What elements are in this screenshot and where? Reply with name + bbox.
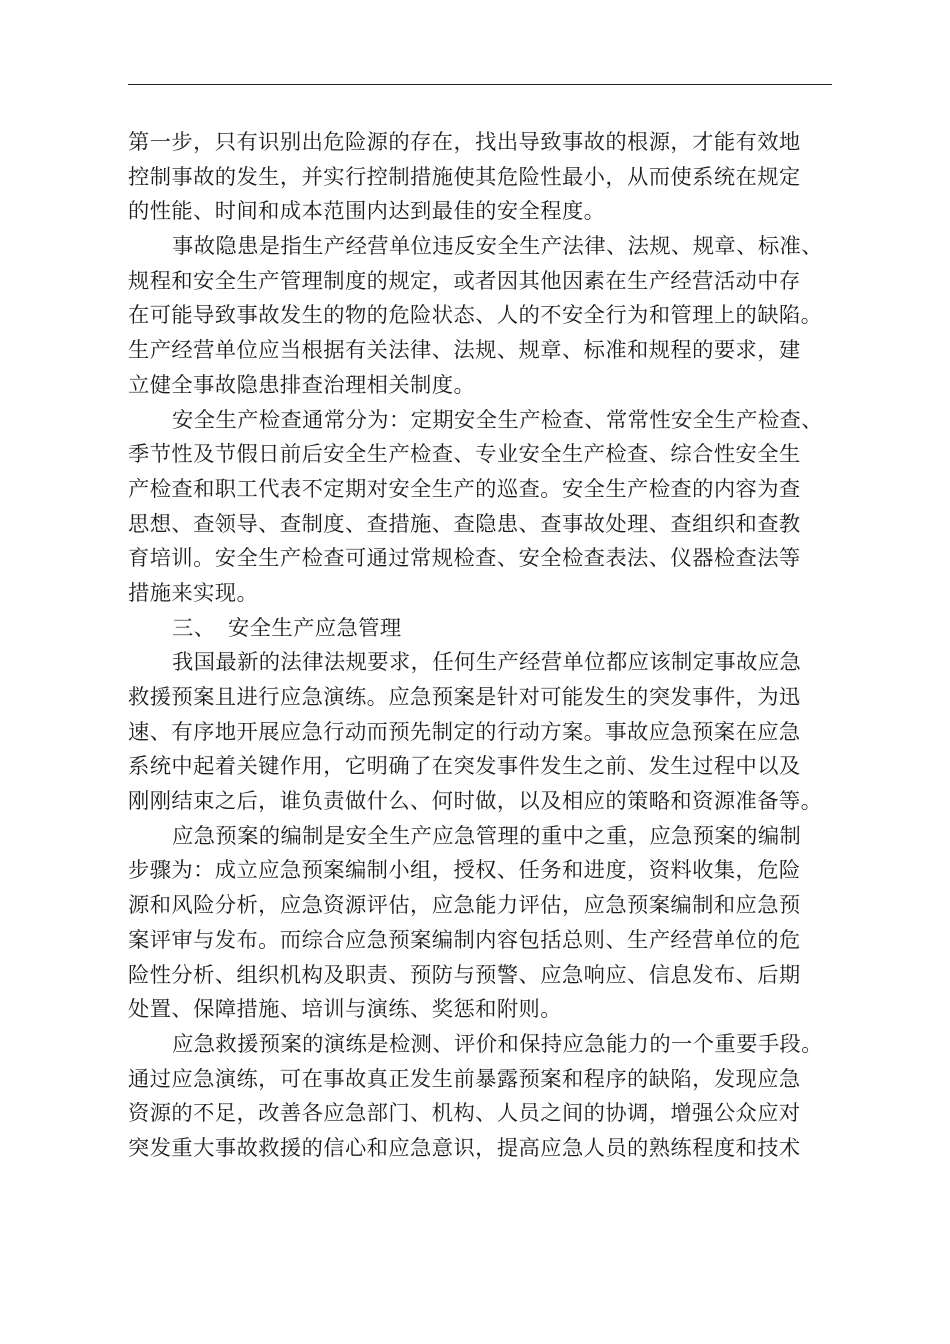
section-number: 三、 — [172, 615, 216, 641]
text-line: 的性能、时间和成本范围内达到最佳的安全程度。 — [128, 199, 606, 225]
section-title: 安全生产应急管理 — [228, 615, 402, 641]
text-line: 系统中起着关键作用，它明确了在突发事件发生之前、发生过程中以及 — [128, 754, 801, 780]
text-line: 在可能导致事故发生的物的危险状态、人的不安全行为和管理上的缺陷。 — [128, 303, 823, 329]
text-line: 思想、查领导、查制度、查措施、查隐患、查事故处理、查组织和查教 — [128, 511, 801, 537]
text-line: 措施来实现。 — [128, 580, 259, 606]
text-line: 刚刚结束之后，谁负责做什么、何时做，以及相应的策略和资源准备等。 — [128, 789, 823, 815]
text-line: 规程和安全生产管理制度的规定，或者因其他因素在生产经营活动中存 — [128, 268, 801, 294]
text-line: 控制事故的发生，并实行控制措施使其危险性最小，从而使系统在规定 — [128, 164, 801, 190]
text-line: 育培训。安全生产检查可通过常规检查、安全检查表法、仪器检查法等 — [128, 546, 801, 572]
document-body — [128, 126, 850, 1167]
text-line: 季节性及节假日前后安全生产检查、专业安全生产检查、综合性安全生 — [128, 442, 801, 468]
text-line: 资源的不足，改善各应急部门、机构、人员之间的协调，增强公众应对 — [128, 1101, 801, 1127]
text-line: 应急救援预案的演练是检测、评价和保持应急能力的一个重要手段。 — [172, 1031, 823, 1057]
text-line: 生产经营单位应当根据有关法律、法规、规章、标准和规程的要求，建 — [128, 338, 801, 364]
text-line: 立健全事故隐患排查治理相关制度。 — [128, 372, 476, 398]
text-line: 突发重大事故救援的信心和应急意识，提高应急人员的熟练程度和技术 — [128, 1135, 801, 1161]
text-line: 险性分析、组织机构及职责、预防与预警、应急响应、信息发布、后期 — [128, 962, 801, 988]
section-heading — [128, 612, 850, 647]
text-line: 通过应急演练，可在事故真正发生前暴露预案和程序的缺陷，发现应急 — [128, 1066, 801, 1092]
text-line: 第一步，只有识别出危险源的存在，找出导致事故的根源，才能有效地 — [128, 130, 801, 155]
text-line: 速、有序地开展应急行动而预先制定的行动方案。事故应急预案在应急 — [128, 719, 801, 745]
header-rule — [128, 84, 832, 85]
text-line: 案评审与发布。而综合应急预案编制内容包括总则、生产经营单位的危 — [128, 927, 801, 953]
text-line: 救援预案且进行应急演练。应急预案是针对可能发生的突发事件，为迅 — [128, 685, 801, 710]
text-line: 源和风险分析，应急资源评估，应急能力评估，应急预案编制和应急预 — [128, 893, 801, 919]
text-line: 步骤为：成立应急预案编制小组，授权、任务和进度，资料收集，危险 — [128, 858, 801, 884]
text-line: 事故隐患是指生产经营单位违反安全生产法律、法规、规章、标准、 — [172, 234, 823, 260]
text-line: 安全生产检查通常分为：定期安全生产检查、常常性安全生产检查、 — [172, 407, 823, 433]
text-line: 处置、保障措施、培训与演练、奖惩和附则。 — [128, 997, 562, 1023]
text-line: 应急预案的编制是安全生产应急管理的重中之重，应急预案的编制 — [172, 823, 802, 849]
text-line: 我国最新的法律法规要求，任何生产经营单位都应该制定事故应急 — [172, 650, 802, 676]
text-line: 产检查和职工代表不定期对安全生产的巡查。安全生产检查的内容为查 — [128, 476, 801, 502]
